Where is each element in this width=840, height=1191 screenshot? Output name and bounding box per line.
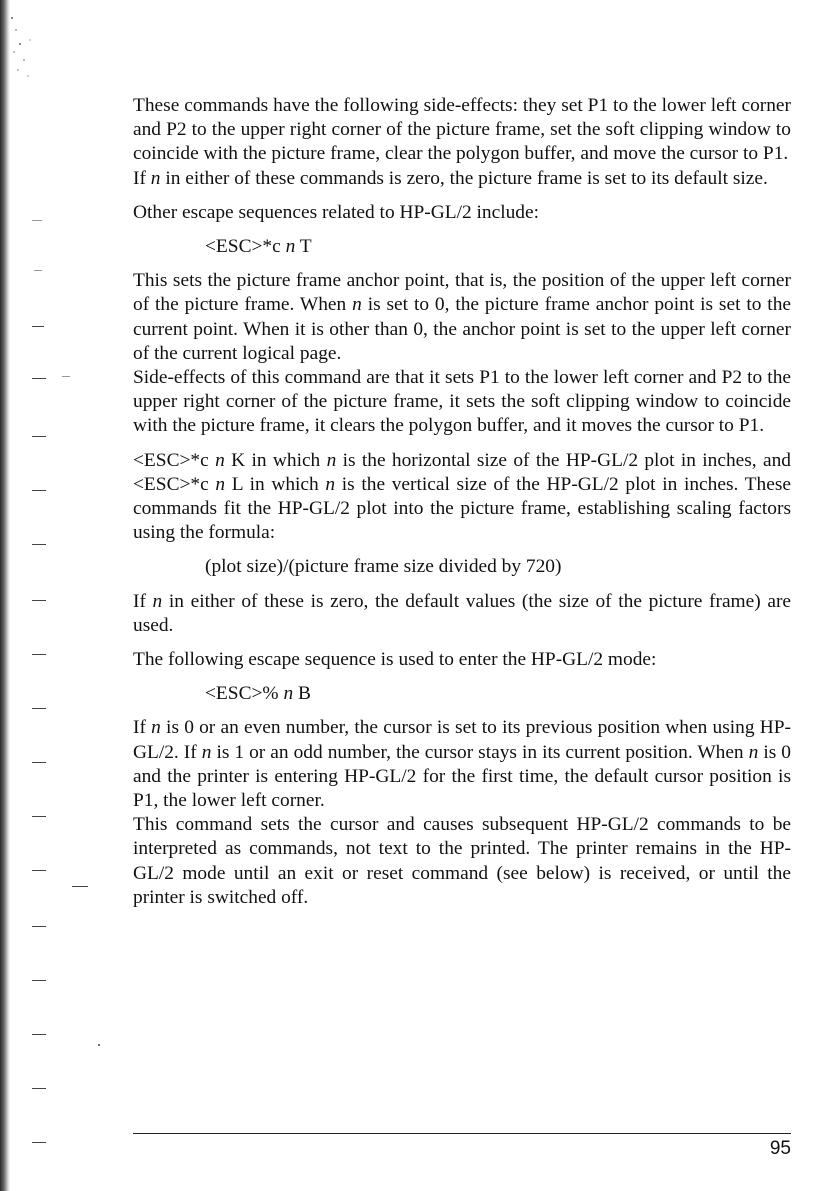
- paragraph-side-effects: These commands have the following side-effects: they set P1 to the lower left corner and P2 to the upper right corner of the picture frame, set the soft clipping window to coincide with the picture frame, clear the polygon buffer, and move the cursor to P1.: [133, 95, 791, 165]
- page-binding-edge: [0, 0, 10, 1191]
- scaling-formula: (plot size)/(picture frame size divided by 720): [205, 556, 562, 578]
- paragraph-mode-persistence: This command sets the cursor and causes subsequent HP-GL/2 commands to be interpreted as commands, not text to the printed. The printer remains in the HP-GL/2 mode until an exit or reset command (see below) is received, or until the printer is switched off.: [133, 814, 791, 908]
- paragraph-anchor-side-effects: Side-effects of this command are that it sets P1 to the lower left corner and P2 to the upper right corner of the picture frame, it sets the soft clipping window to coincide with the picture frame, it clears the polygon buffer, and it moves the cursor to P1.: [133, 367, 791, 437]
- footer-rule: [133, 1133, 791, 1134]
- page-number: 95: [769, 1138, 791, 1159]
- paragraph-cursor-position: If n is 0 or an even number, the cursor is set to its previous position when using HP-GL/2. If n is 1 or an odd number, the cursor stays in its current position. When n is 0 and the printer is entering HP-GL/2 for the first time, the default cursor position is P1, the lower left corner.: [133, 717, 792, 812]
- paragraph-enter-mode: The following escape sequence is used to enter the HP-GL/2 mode:: [133, 649, 657, 671]
- paragraph-other-sequences: Other escape sequences related to HP-GL/2 include:: [133, 201, 539, 223]
- paragraph-plot-size: <ESC>*c n K in which n is the horizontal size of the HP-GL/2 plot in inches, and <ESC>*c n L in which n is the vertical size of the HP-GL/2 plot in inches. These commands fit the HP-GL/2 plot into the picture frame, establishing scaling factors using the formula:: [133, 449, 791, 544]
- scan-smudge: [0, 0, 40, 90]
- escape-sequence-enter-mode: <ESC>% n B: [205, 683, 311, 705]
- paragraph-zero-size: If n in either of these commands is zero, the picture frame is set to its default size.: [133, 167, 768, 189]
- document-body: [133, 94, 791, 910]
- paragraph-anchor-point: This sets the picture frame anchor point, that is, the position of the upper left corner of the picture frame. When n is set to 0, the picture frame anchor point is set to the current point. When it is other than 0, the anchor point is set to the upper left corner of the current logical page.: [133, 270, 792, 364]
- paragraph-default-values: If n in either of these is zero, the default values (the size of the picture frame) are used.: [133, 590, 792, 636]
- escape-sequence-anchor: <ESC>*c n T: [205, 236, 312, 258]
- scan-margin-marks: [28, 200, 118, 1160]
